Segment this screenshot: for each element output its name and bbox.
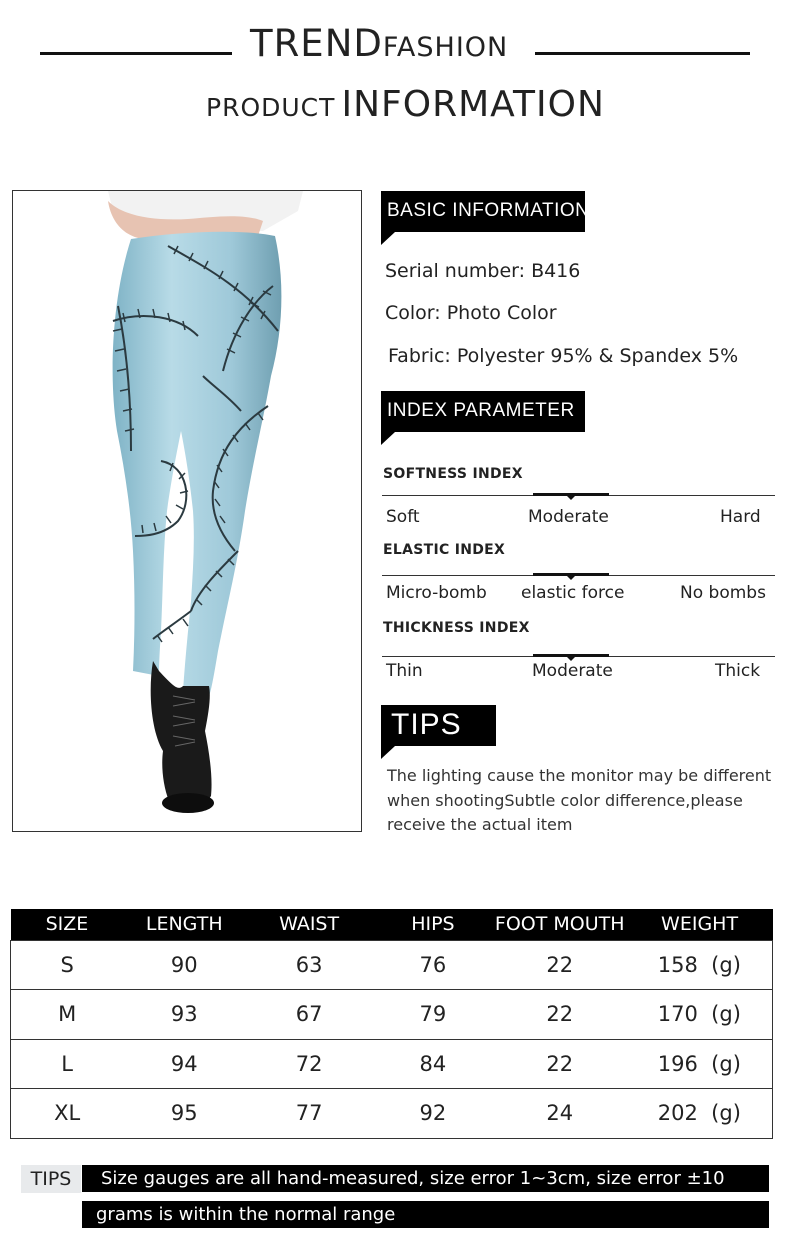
- cell-waist: 67: [245, 990, 373, 1040]
- size-table: [10, 909, 773, 1139]
- header-hips: HIPS: [373, 909, 493, 940]
- elastic-index-marker: [533, 573, 609, 576]
- fabric-info: Fabric: Polyester 95% & Spandex 5%: [388, 345, 739, 367]
- table-row: [11, 1089, 773, 1139]
- cell-length: 90: [123, 940, 245, 990]
- size-table-header: [11, 909, 773, 940]
- thickness-index-marker: [533, 654, 609, 657]
- cell-size: S: [11, 940, 124, 990]
- header-rule-right: [535, 52, 750, 55]
- header-trend: TREND: [250, 22, 383, 65]
- softness-index-title: SOFTNESS INDEX: [383, 466, 523, 482]
- cell-weight: 170 (g): [627, 990, 773, 1040]
- cell-foot-mouth: 22: [493, 940, 627, 990]
- cell-hips: 92: [373, 1089, 493, 1139]
- header-waist: WAIST: [245, 909, 373, 940]
- tips-line-1: The lighting cause the monitor may be different: [387, 766, 772, 785]
- cell-hips: 79: [373, 990, 493, 1040]
- cell-waist: 63: [245, 940, 373, 990]
- cell-hips: 76: [373, 940, 493, 990]
- header-fashion: FASHION: [382, 32, 509, 63]
- note-line-2: grams is within the normal range: [82, 1201, 769, 1228]
- cell-weight: 158 (g): [627, 940, 773, 990]
- index-parameter-tag: INDEX PARAMETER: [381, 391, 585, 432]
- tips-line-3: receive the actual item: [387, 815, 573, 834]
- leggings-illustration: [13, 191, 362, 832]
- note-tips-tag: TIPS: [21, 1165, 81, 1193]
- cell-weight: 202 (g): [627, 1089, 773, 1139]
- header-rule-left: [40, 52, 232, 55]
- cell-foot-mouth: 22: [493, 1039, 627, 1089]
- serial-number: Serial number: B416: [385, 260, 581, 282]
- header-product: PRODUCT: [206, 93, 336, 122]
- elastic-label-right: No bombs: [680, 583, 766, 603]
- header-weight: WEIGHT: [627, 909, 773, 940]
- cell-waist: 72: [245, 1039, 373, 1089]
- elastic-label-mid: elastic force: [521, 583, 625, 603]
- product-photo: [12, 190, 362, 832]
- header-information: INFORMATION: [341, 84, 605, 125]
- cell-hips: 84: [373, 1039, 493, 1089]
- header-product-information: [206, 84, 605, 125]
- header-foot-mouth: FOOT MOUTH: [493, 909, 627, 940]
- page-header: [0, 0, 790, 150]
- basic-information-tag: BASIC INFORMATION: [381, 191, 585, 232]
- boot-sole: [162, 793, 214, 813]
- cell-waist: 77: [245, 1089, 373, 1139]
- tips-line-2: when shootingSubtle color difference,please: [387, 790, 743, 810]
- cell-length: 95: [123, 1089, 245, 1139]
- cell-length: 93: [123, 990, 245, 1040]
- tips-text: [387, 764, 782, 838]
- cell-size: L: [11, 1039, 124, 1089]
- note-line-1: Size gauges are all hand-measured, size error 1~3cm, size error ±10: [82, 1165, 769, 1192]
- softness-label-mid: Moderate: [528, 507, 609, 527]
- color-info: Color: Photo Color: [385, 302, 557, 324]
- cell-size: M: [11, 990, 124, 1040]
- thickness-label-left: Thin: [386, 661, 423, 681]
- cell-foot-mouth: 22: [493, 990, 627, 1040]
- table-row: [11, 940, 773, 990]
- cell-length: 94: [123, 1039, 245, 1089]
- header-length: LENGTH: [123, 909, 245, 940]
- thickness-index-title: THICKNESS INDEX: [383, 620, 530, 636]
- tips-tag: TIPS: [381, 705, 496, 746]
- softness-index-marker: [533, 493, 609, 496]
- thickness-label-mid: Moderate: [532, 661, 613, 681]
- header-trend-fashion: [250, 22, 508, 65]
- thickness-label-right: Thick: [715, 661, 761, 681]
- elastic-index-title: ELASTIC INDEX: [383, 542, 506, 558]
- softness-label-right: Hard: [720, 507, 761, 527]
- cell-weight: 196 (g): [627, 1039, 773, 1089]
- softness-label-left: Soft: [386, 507, 420, 527]
- header-size: SIZE: [11, 909, 124, 940]
- elastic-label-left: Micro-bomb: [386, 583, 487, 603]
- table-row: [11, 990, 773, 1040]
- cell-foot-mouth: 24: [493, 1089, 627, 1139]
- cell-size: XL: [11, 1089, 124, 1139]
- table-row: [11, 1039, 773, 1089]
